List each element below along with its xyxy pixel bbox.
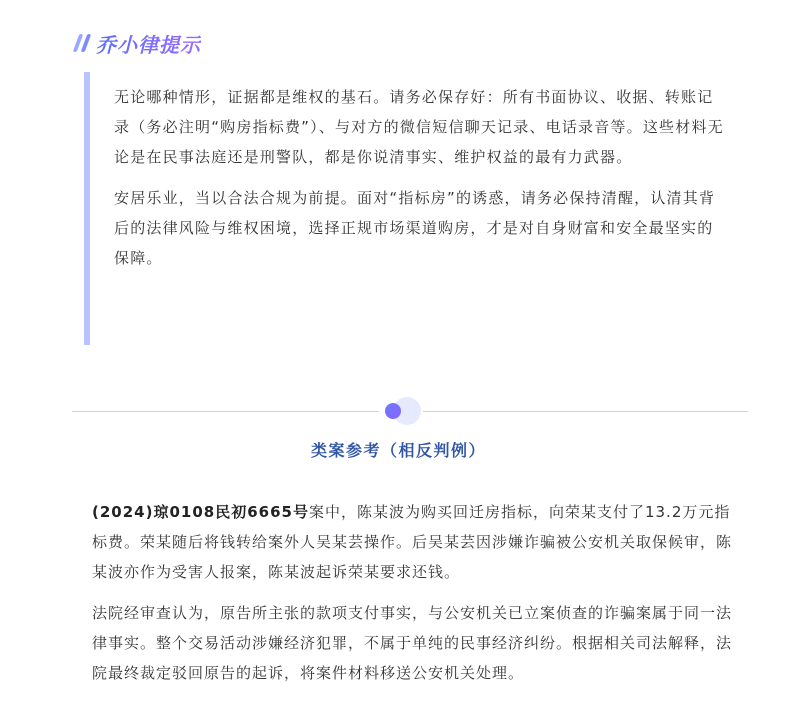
tip-title: 乔小律提示 — [96, 29, 201, 58]
section-title: 类案参考（相反判例） — [310, 441, 486, 460]
tip-paragraph: 安居乐业，当以合法合规为前提。面对“指标房”的诱惑，请务必保持清醒，认清其背后的法律风险与维权困境，选择正规市场渠道购房，才是对自身财富和安全最坚实的保障。 — [114, 189, 716, 267]
case-paragraph: 法院经审查认为，原告所主张的款项支付事实，与公安机关已立案侦查的诈骗案属于同一法律事实。整个交易活动涉嫌经济犯罪，不属于单纯的民事经济纠纷。根据相关司法解释，法院最终裁定驳回原告的起诉，将案件材料移送公安机关处理。 — [92, 604, 733, 682]
case-number: (2024)琼0108民初6665号 — [92, 503, 309, 521]
quote-bar — [84, 72, 90, 345]
section-divider — [72, 397, 748, 425]
case-paragraph — [92, 497, 732, 587]
divider-dot-icon — [385, 403, 401, 419]
tip-body — [114, 82, 724, 284]
tip-paragraph: 无论哪种情形，证据都是维权的基石。请务必保存好：所有书面协议、收据、转账记录（务必注明“购房指标费”）、与对方的微信短信聊天记录、电话录音等。这些材料无论是在民事法庭还是刑警队，都是你说清事实、维护权益的最有力武器。 — [114, 88, 724, 166]
tip-quote-block — [84, 72, 734, 345]
tip-header — [76, 28, 201, 58]
double-slash-icon — [76, 34, 88, 52]
case-body — [92, 497, 732, 699]
case-paragraph-text: 案中，陈某波为购买回迁房指标，向荣某支付了13.2万元指标费。荣某随后将钱转给案外人吴某芸操作。后吴某芸因涉嫌诈骗被公安机关取保候审，陈某波亦作为受害人报案，陈某波起诉荣某要求还钱。 — [92, 503, 733, 581]
